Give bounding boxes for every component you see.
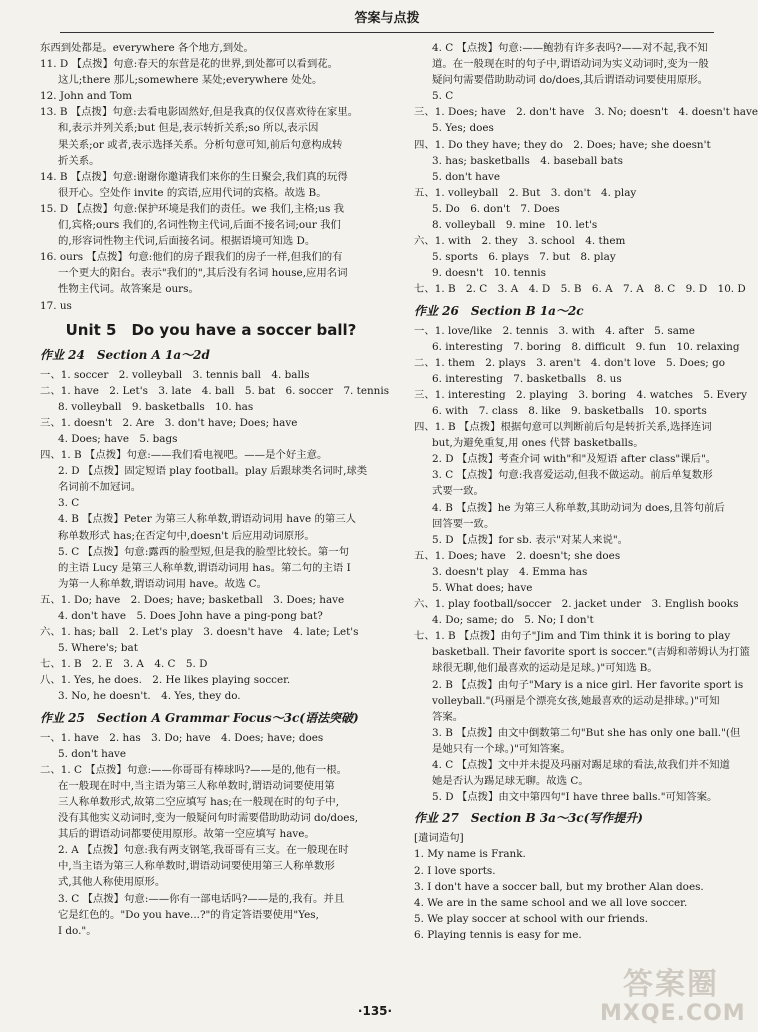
answer-line: 2. A 【点拨】句意:我有两支钢笔,我哥哥有三支。在一般现在时 [58,844,349,857]
answer-line: 一个更大的阳台。表示"我们的",其后没有名词 house,应用名词 [58,267,348,280]
header-title: 答案与点拨 [354,11,420,26]
answer-line: 四、1. Do they have; they do 2. Does; have; she doesn't [414,138,711,151]
answer-line: 二、1. have 2. Let's 3. late 4. ball 5. bat 6. soccer 7. tennis [40,384,390,397]
answer-line: 3. No, he doesn't. 4. Yes, they do. [58,690,241,703]
answer-line: 3. I don't have a soccer ball, but my brother Alan does. [414,880,704,893]
answer-line: 五、1. Does; have 2. doesn't; she does [414,549,621,562]
answer-line: 很开心。空处作 invite 的宾语,应用代词的宾格。故选 B。 [58,186,327,199]
section-heading: 作业 25 Section A Grammar Focus～3c(语法突破) [40,710,359,725]
answer-line: 性物主代词。故答案是 ours。 [58,283,199,296]
watermark-text: 答案圈 [623,967,719,1002]
answer-line: 4. B 【点拨】he 为第三人称单数,其助动词为 does,且答句前后 [432,501,725,514]
answer-line: 5. C 【点拨】句意:露西的脸型短,但是我的脸型比较长。第一句 [58,545,350,558]
left-column [40,40,390,939]
section-heading: 作业 24 Section A 1a～2d [40,347,210,362]
answer-line: 称单数形式 has;在否定句中,doesn't 后应用动词原形。 [58,529,315,542]
answer-line: 5. Where's; bat [58,642,138,655]
answer-line: 五、1. volleyball 2. But 3. don't 4. play [414,186,637,199]
answer-line: 她是否认为踢足球无聊。故选 C。 [432,775,589,788]
answer-line: 6. interesting 7. basketballs 8. us [432,372,622,385]
answer-line: 4. We are in the same school and we all love soccer. [414,896,688,909]
answer-line: 6. with 7. class 8. like 9. basketballs 10. sports [432,404,707,417]
answer-line: 东西到处都是。everywhere 各个地方,到处。 [40,42,254,54]
answer-line: 名词前不加冠词。 [58,481,142,494]
answer-line: 4. B 【点拨】Peter 为第三人称单数,谓语动词用 have 的第三人 [58,513,357,526]
answer-line: 6. Playing tennis is easy for me. [414,928,582,941]
answer-line: I do."。 [58,924,97,937]
answer-line: 2. D 【点拨】固定短语 play football。play 后跟球类名词时,球类 [58,465,368,478]
answer-line: 5. Yes; does [432,122,494,135]
answer-line: 们,宾格;ours 我们的,名词性物主代词,后面不接名词;our 我们 [58,219,341,232]
answer-line: 一、1. have 2. has 3. Do; have 4. Does; have; does [40,731,324,744]
answer-line: 3. C 【点拨】句意:我喜爱运动,但我不做运动。前后单复数形 [432,469,713,482]
answer-line: 5. C [432,90,454,103]
answer-line: 一、1. soccer 2. volleyball 3. tennis ball 4. balls [40,368,310,381]
answer-line: 在一般现在时中,当主语为第三人称单数时,谓语动词要使用第 [58,779,335,792]
answer-line: 一、1. love/like 2. tennis 3. with 4. after 5. same [414,324,695,337]
answer-line: 道。在一般现在时的句子中,谓语动词为实义动词时,变为一般 [432,58,709,71]
answer-line: 5. Do 6. don't 7. Does [432,202,560,215]
section-heading: 作业 26 Section B 1a～2c [414,303,584,318]
answer-line: 4. Does; have 5. bags [58,432,178,445]
answer-line: 它是红色的。"Do you have...?"的肯定答语要使用"Yes, [58,908,319,921]
answer-line: volleyball."(玛丽是个漂亮女孩,她最喜欢的运动是排球。)"可知 [432,694,720,707]
answer-line: 七、1. B 2. C 3. A 4. D 5. B 6. A 7. A 8. C 9. D 10. D [414,283,746,296]
answer-line: 11. D 【点拨】句意:春天的东营是花的世界,到处都可以看到花。 [40,58,339,71]
right-column [414,40,758,943]
answer-line: 二、1. them 2. plays 3. aren't 4. don't love 5. Does; go [414,356,726,369]
unit-title: Unit 5 Do you have a soccer ball? [65,320,357,339]
page-header [60,6,714,33]
answer-line: 5. D 【点拨】由文中第四句"I have three balls."可知答案。 [432,791,718,804]
answer-line: 六、1. has; ball 2. Let's play 3. doesn't have 4. late; Let's [40,626,359,639]
answer-line: 的,形容词性物主代词,后面接名词。根据语境可知选 D。 [58,235,316,248]
answer-line: 八、1. Yes, he does. 2. He likes playing soccer. [40,674,291,687]
answer-line: 3. B 【点拨】由文中倒数第二句"But she has only one ball."(但 [432,726,741,739]
answer-line: 的主语 Lucy 是第三人称单数,谓语动词用 has。第二句的主语 I [58,561,351,574]
answer-line: 三、1. doesn't 2. Are 3. don't have; Does; have [40,416,298,429]
answer-line: [遣词造句] [414,832,464,845]
answer-line: 8. volleyball 9. basketballs 10. has [58,400,254,413]
answer-line: 12. John and Tom [40,90,133,103]
answer-line: 5. We play soccer at school with our friends. [414,912,649,925]
answer-line: 5. sports 6. plays 7. but 8. play [432,251,616,264]
answer-line: 4. C 【点拨】句意:——鲍勃有许多表吗?——对不起,我不知 [432,42,708,54]
answer-line: 四、1. B 【点拨】根据句意可以判断前后句是转折关系,选择连词 [414,421,712,434]
answer-line: 这儿;there 那儿;somewhere 某处;everywhere 处处。 [58,74,323,87]
answer-line: 没有其他实义动词时,变为一般疑问句时需要借助助动词 do/does, [58,812,359,825]
answer-line: 2. D 【点拨】考查介词 with"和"及短语 after class"课后"。 [432,453,717,466]
answer-line: 2. I love sports. [414,864,496,877]
answer-line: 三人称单数形式,故第二空应填写 has;在一般现在时的句子中, [58,795,340,808]
answer-line: 折关系。 [58,154,100,167]
answer-line: 六、1. with 2. they 3. school 4. them [414,235,626,248]
answer-line: 17. us [40,299,72,312]
answer-line: 8. volleyball 9. mine 10. let's [432,219,598,232]
answer-line: 5. What does; have [432,582,533,594]
answer-line: 为第一人称单数,谓语动词用 have。故选 C。 [58,577,268,590]
answer-line: 三、1. Does; have 2. don't have 3. No; doesn't 4. doesn't have [414,106,758,119]
answer-line: 5. don't have [58,747,127,760]
watermark-url: MXQE.COM [600,1001,746,1026]
answer-line: 5. D 【点拨】for sb. 表示"对某人来说"。 [432,533,629,546]
answer-line: 是她只有一个球。)"可知答案。 [432,742,571,755]
answer-line: 三、1. interesting 2. playing 3. boring 4. watches 5. Every [414,388,748,401]
answer-line: 3. has; basketballs 4. baseball bats [432,154,623,167]
answer-line: 疑问句需要借助助动词 do/does,其后谓语动词要使用原形。 [432,74,708,87]
answer-line: 式要一致。 [432,485,484,498]
answer-line: 14. B 【点拨】句意:谢谢你邀请我们来你的生日聚会,我们真的玩得 [40,170,348,183]
answer-line: 七、1. B 2. E 3. A 4. C 5. D [40,658,208,671]
answer-line: 4. Do; same; do 5. No; I don't [432,614,594,627]
answer-line: 2. B 【点拨】由句子"Mary is a nice girl. Her favorite sport is [432,678,744,691]
answer-line: 四、1. B 【点拨】句意:——我们看电视吧。——是个好主意。 [40,449,328,462]
answer-line: 9. doesn't 10. tennis [432,267,546,280]
answer-line: 1. My name is Frank. [414,848,526,861]
answer-line: 回答要一致。 [432,517,495,530]
answer-line: 15. D 【点拨】句意:保护环境是我们的责任。we 我们,主格;us 我 [40,202,345,215]
answer-line: 果关系;or 或者,表示选择关系。分析句意可知,前后句意构成转 [58,138,343,151]
answer-line: 六、1. play football/soccer 2. jacket under 3. English books [414,598,739,611]
answer-line: 式,其他人称使用原形。 [58,876,166,889]
watermark-logo [600,967,746,1028]
answer-line: 13. B 【点拨】句意:去看电影固然好,但是我真的仅仅喜欢待在家里。 [40,106,359,119]
answer-line: 答案。 [432,710,464,723]
answer-line: 中,当主语为第三人称单数时,谓语动词要使用第三人称单数形 [58,860,335,873]
answer-line: but,为避免重复,用 ones 代替 basketballs。 [432,437,644,450]
answer-line: 4. C 【点拨】文中并未提及玛丽对踢足球的看法,故我们并不知道 [432,759,730,772]
answer-line: 球很无聊,他们最喜欢的运动是足球。)"可知选 B。 [432,662,658,675]
answer-line: 七、1. B 【点拨】由句子"Jim and Tim think it is boring to play [414,630,731,643]
answer-line: 3. C [58,497,80,510]
answer-line: 6. interesting 7. boring 8. difficult 9. fun 10. relaxing [432,340,740,353]
answer-line: 16. ours 【点拨】句意:他们的房子跟我们的房子一样,但我们的有 [40,251,343,264]
answer-line: 和,表示并列关系;but 但是,表示转折关系;so 所以,表示因 [58,122,319,135]
answer-line: 3. C 【点拨】句意:——你有一部电话吗?——是的,我有。并且 [58,892,345,905]
answer-line: basketball. Their favorite sport is soccer."(吉姆和蒂姆认为打篮 [432,646,750,659]
answer-line: 五、1. Do; have 2. Does; have; basketball 3. Does; have [40,593,345,606]
section-heading: 作业 27 Section B 3a～3c(写作提升) [414,811,643,826]
answer-line: 二、1. C 【点拨】句意:——你哥哥有棒球吗?——是的,他有一根。 [40,763,347,776]
answer-line: 3. doesn't play 4. Emma has [432,565,588,578]
answer-line: 5. don't have [432,170,501,183]
answer-line: 其后的谓语动词都要使用原形。故第一空应填写 have。 [58,828,315,841]
page-number: ·135· [357,1004,393,1018]
answer-line: 4. don't have 5. Does John have a ping-pong bat? [58,610,323,622]
